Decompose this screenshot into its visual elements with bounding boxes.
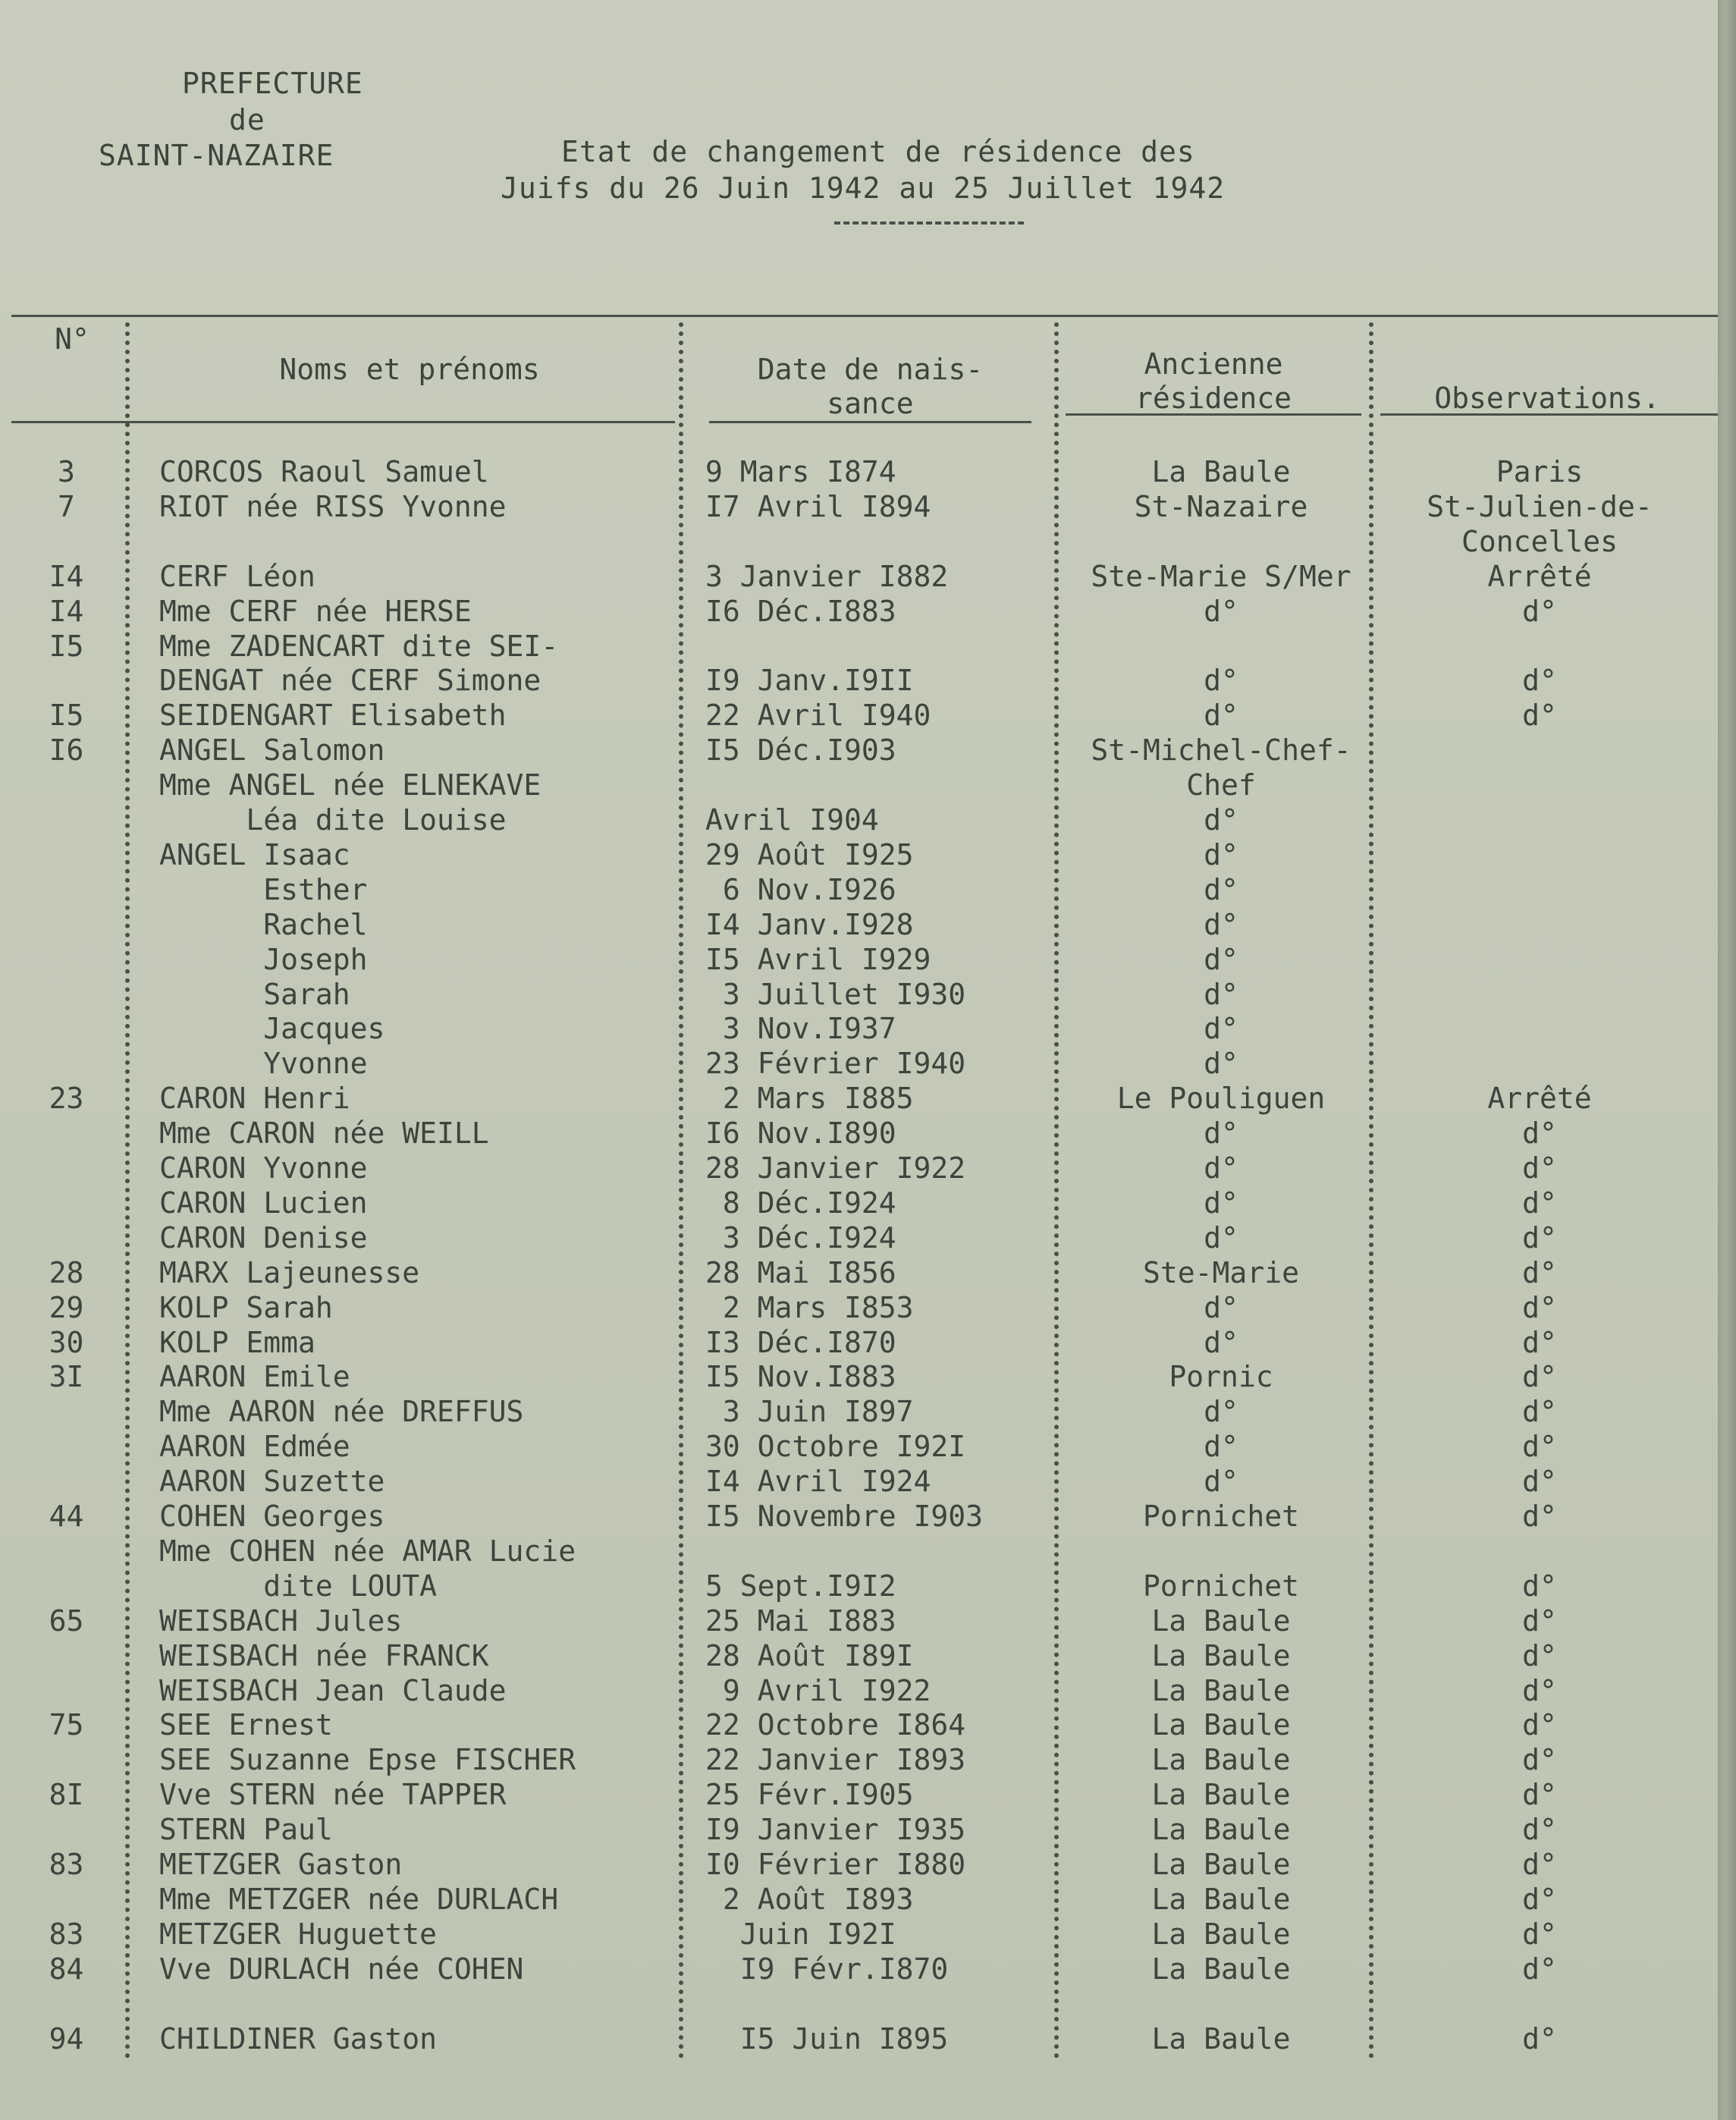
cell-old: Le Pouliguen [1116, 1082, 1326, 1116]
cell-old: d° [1204, 1430, 1238, 1464]
cell-old: Chef [1186, 768, 1256, 802]
cell-old: d° [1204, 942, 1238, 976]
cell-obs: Arrêté [1487, 1082, 1592, 1116]
cell-no: 7 [58, 489, 75, 523]
cell-old: La Baule [1151, 1708, 1291, 1742]
cell-date: I7 Avril I894 [705, 489, 931, 523]
cell-no: 23 [49, 1082, 84, 1116]
cell-date: 3 Juillet I930 [705, 977, 966, 1011]
cell-name: Mme ANGEL née ELNEKAVE [159, 768, 542, 802]
cell-obs: d° [1522, 1882, 1557, 1916]
title-underline [834, 221, 1024, 225]
cell-name: KOLP Emma [159, 1325, 315, 1359]
cell-name: ANGEL Isaac [159, 837, 350, 872]
cell-obs: d° [1522, 1395, 1557, 1429]
cell-date: 25 Mai I883 [705, 1603, 896, 1638]
cell-old: d° [1204, 1325, 1238, 1359]
cell-obs: d° [1522, 1325, 1557, 1359]
cell-name: Sarah [159, 977, 350, 1011]
cell-name: Joseph [159, 942, 368, 976]
cell-old: La Baule [1151, 455, 1291, 488]
cell-old: Pornichet [1143, 1500, 1299, 1533]
cell-obs: d° [1522, 1186, 1557, 1220]
table-row [0, 1883, 1718, 1916]
cell-old: La Baule [1151, 1638, 1291, 1672]
cell-date: I4 Avril I924 [705, 1465, 931, 1499]
cell-obs: d° [1522, 1430, 1557, 1464]
cell-date: 3 Juin I897 [705, 1395, 914, 1429]
cell-no: I4 [49, 559, 84, 593]
page-edge [1718, 0, 1736, 2120]
column-header-birth-1: Date de nais- [757, 353, 984, 386]
cell-name: RIOT née RISS Yvonne [159, 489, 507, 523]
cell-name: WEISBACH Jean Claude [159, 1673, 507, 1707]
cell-old: La Baule [1151, 1952, 1291, 1986]
cell-date: 2 Août I893 [705, 1882, 914, 1916]
cell-obs: d° [1522, 2021, 1557, 2056]
table-row [0, 1952, 1718, 1986]
cell-obs: d° [1522, 1290, 1557, 1324]
table-row [0, 803, 1718, 837]
table-row [0, 1987, 1718, 2021]
cell-old: d° [1204, 1117, 1238, 1151]
table-row [0, 768, 1718, 802]
cell-name: Mme CARON née WEILL [159, 1117, 489, 1151]
table-row [0, 1186, 1718, 1220]
table-row [0, 1430, 1718, 1463]
cell-date: 28 Mai I856 [705, 1255, 896, 1289]
cell-obs: d° [1522, 1255, 1557, 1289]
cell-old: Ste-Marie [1143, 1255, 1299, 1289]
cell-old: d° [1204, 907, 1238, 941]
table-row [0, 943, 1718, 976]
cell-name: Mme AARON née DREFFUS [159, 1395, 524, 1429]
cell-old: La Baule [1151, 1743, 1291, 1777]
column-header-observations: Observations. [1434, 382, 1660, 415]
cell-date: I5 Juin I895 [705, 2021, 949, 2056]
table-row [0, 1465, 1718, 1498]
cell-name: Rachel [159, 907, 368, 941]
cell-old: d° [1204, 872, 1238, 906]
cell-no: 3 [58, 455, 75, 488]
cell-old: d° [1204, 1012, 1238, 1046]
cell-date: 3 Janvier I882 [705, 559, 949, 593]
cell-old: d° [1204, 1186, 1238, 1220]
cell-old: Ste-Marie S/Mer [1091, 559, 1351, 593]
cell-old: Pornichet [1143, 1569, 1299, 1603]
cell-name: MARX Lajeunesse [159, 1255, 420, 1289]
table-row [0, 1639, 1718, 1672]
cell-obs: d° [1522, 1952, 1557, 1986]
cell-obs: d° [1522, 699, 1557, 733]
table-row [0, 1012, 1718, 1045]
cell-obs: d° [1522, 1743, 1557, 1777]
cell-old: d° [1204, 837, 1238, 872]
cell-obs: d° [1522, 1569, 1557, 1603]
cell-obs: Arrêté [1487, 559, 1592, 593]
cell-obs: d° [1522, 594, 1557, 628]
cell-name: SEE Ernest [159, 1708, 333, 1742]
cell-date: 30 Octobre I92I [705, 1430, 966, 1464]
table-row [0, 1569, 1718, 1603]
cell-date: I9 Févr.I870 [705, 1952, 949, 1986]
column-header-no: N° [55, 322, 89, 356]
cell-old: d° [1204, 699, 1238, 733]
cell-obs: d° [1522, 1151, 1557, 1185]
cell-no: 75 [49, 1708, 84, 1742]
cell-date: Juin I92I [705, 1917, 896, 1951]
cell-obs: d° [1522, 1220, 1557, 1255]
column-header-old-1: Ancienne [1144, 347, 1283, 381]
cell-old: St-Michel-Chef- [1091, 733, 1351, 768]
cell-old: La Baule [1151, 1673, 1291, 1707]
cell-no: 94 [49, 2021, 84, 2056]
cell-name: CERF Léon [159, 559, 315, 593]
cell-name: WEISBACH Jules [159, 1603, 403, 1638]
cell-no: I6 [49, 733, 84, 768]
cell-name: Mme METZGER née DURLACH [159, 1882, 559, 1916]
table-row [0, 978, 1718, 1011]
cell-old: d° [1204, 1151, 1238, 1185]
title-line-1: Etat de changement de résidence des [561, 135, 1195, 168]
cell-obs: d° [1522, 1638, 1557, 1672]
table-row [0, 1047, 1718, 1080]
table-row [0, 1848, 1718, 1881]
table-top-rule [11, 315, 1718, 317]
cell-name: CARON Denise [159, 1220, 368, 1255]
cell-name: CORCOS Raoul Samuel [159, 455, 489, 488]
cell-date: 28 Août I89I [705, 1638, 914, 1672]
cell-date: 9 Avril I922 [705, 1673, 931, 1707]
cell-date: 3 Déc.I924 [705, 1220, 896, 1255]
cell-date: I3 Déc.I870 [705, 1325, 896, 1359]
table-row [0, 1778, 1718, 1811]
table-row [0, 1813, 1718, 1846]
cell-old: d° [1204, 803, 1238, 837]
cell-old: La Baule [1151, 2021, 1291, 2056]
table-row [0, 1604, 1718, 1638]
cell-no: I5 [49, 629, 84, 663]
cell-name: Jacques [159, 1012, 385, 1046]
cell-no: 83 [49, 1917, 84, 1951]
cell-name: Mme CERF née HERSE [159, 594, 472, 628]
cell-name: AARON Emile [159, 1360, 350, 1394]
table-row [0, 1291, 1718, 1324]
cell-date: 2 Mars I853 [705, 1290, 914, 1324]
cell-obs: d° [1522, 1813, 1557, 1847]
cell-name: Léa dite Louise [159, 803, 507, 837]
title-line-2: Juifs du 26 Juin 1942 au 25 Juillet 1942 [501, 171, 1226, 205]
cell-date: 3 Nov.I937 [705, 1012, 896, 1046]
cell-name: COHEN Georges [159, 1500, 385, 1533]
table-row [0, 733, 1718, 767]
office-line-1: PREFECTURE [182, 67, 363, 100]
cell-name: DENGAT née CERF Simone [159, 664, 542, 698]
table-row [0, 699, 1718, 732]
cell-no: 65 [49, 1603, 84, 1638]
office-line-3: SAINT-NAZAIRE [99, 139, 334, 172]
cell-obs: Paris [1496, 455, 1584, 488]
table-row [0, 1674, 1718, 1707]
cell-date: I0 Février I880 [705, 1848, 966, 1881]
table-row [0, 630, 1718, 663]
table-row [0, 490, 1718, 523]
column-header-old-2: résidence [1135, 382, 1292, 415]
cell-name: METZGER Gaston [159, 1848, 403, 1881]
cell-date: I4 Janv.I928 [705, 907, 914, 941]
cell-name: Yvonne [159, 1047, 368, 1081]
table-row [0, 560, 1718, 593]
cell-date: 22 Octobre I864 [705, 1708, 966, 1742]
table-row [0, 1117, 1718, 1150]
cell-name: STERN Paul [159, 1813, 333, 1847]
cell-name: Mme COHEN née AMAR Lucie [159, 1534, 576, 1568]
cell-old: d° [1204, 1465, 1238, 1499]
cell-obs: d° [1522, 1603, 1557, 1638]
cell-old: La Baule [1151, 1917, 1291, 1951]
cell-name: Vve DURLACH née COHEN [159, 1952, 524, 1986]
cell-date: I5 Novembre I903 [705, 1500, 984, 1533]
table-row [0, 873, 1718, 906]
table-row [0, 1500, 1718, 1533]
cell-date: 9 Mars I874 [705, 455, 896, 488]
cell-name: CHILDINER Gaston [159, 2021, 438, 2056]
cell-old: Pornic [1169, 1360, 1273, 1394]
cell-name: Esther [159, 872, 368, 906]
cell-date: 22 Avril I940 [705, 699, 931, 733]
table-row [0, 1326, 1718, 1359]
cell-date: 6 Nov.I926 [705, 872, 896, 906]
cell-name: KOLP Sarah [159, 1290, 333, 1324]
table-row [0, 1743, 1718, 1776]
table-row [0, 525, 1718, 558]
cell-obs: d° [1522, 1673, 1557, 1707]
cell-name: WEISBACH née FRANCK [159, 1638, 489, 1672]
table-row [0, 1151, 1718, 1185]
cell-old: La Baule [1151, 1778, 1291, 1812]
cell-old: d° [1204, 1395, 1238, 1429]
table-row [0, 1917, 1718, 1951]
table-row [0, 908, 1718, 941]
column-header-names: Noms et prénoms [279, 353, 540, 386]
cell-date: I6 Nov.I890 [705, 1117, 896, 1151]
cell-obs: d° [1522, 1708, 1557, 1742]
table-row [0, 455, 1718, 488]
cell-date: I9 Janvier I935 [705, 1813, 966, 1847]
cell-obs: d° [1522, 1917, 1557, 1951]
cell-date: 8 Déc.I924 [705, 1186, 896, 1220]
table-row [0, 595, 1718, 628]
cell-obs: d° [1522, 1117, 1557, 1151]
office-line-2: de [229, 103, 265, 137]
column-header-birth-2: sance [827, 387, 914, 420]
cell-date: 28 Janvier I922 [705, 1151, 966, 1185]
cell-date: 5 Sept.I9I2 [705, 1569, 896, 1603]
cell-name: AARON Edmée [159, 1430, 350, 1464]
cell-name: ANGEL Salomon [159, 733, 385, 768]
cell-obs: d° [1522, 1500, 1557, 1533]
cell-name: METZGER Huguette [159, 1917, 438, 1951]
cell-no: 30 [49, 1325, 84, 1359]
table-row [0, 1082, 1718, 1115]
cell-date: I5 Nov.I883 [705, 1360, 896, 1394]
cell-name: Mme ZADENCART dite SEI- [159, 629, 559, 663]
cell-obs: Concelles [1461, 524, 1618, 558]
header-rule-names [11, 421, 675, 423]
cell-old: d° [1204, 664, 1238, 698]
cell-name: CARON Lucien [159, 1186, 368, 1220]
cell-old: d° [1204, 1047, 1238, 1081]
table-row [0, 1360, 1718, 1393]
cell-date: Avril I904 [705, 803, 879, 837]
cell-obs: St-Julien-de- [1427, 489, 1653, 523]
table-row [0, 664, 1718, 697]
cell-old: d° [1204, 977, 1238, 1011]
cell-date: 22 Janvier I893 [705, 1743, 966, 1777]
cell-name: CARON Henri [159, 1082, 350, 1116]
cell-name: dite LOUTA [159, 1569, 438, 1603]
table-row [0, 1395, 1718, 1428]
cell-date: I5 Avril I929 [705, 942, 931, 976]
table-row [0, 1708, 1718, 1742]
cell-name: AARON Suzette [159, 1465, 385, 1499]
cell-no: 83 [49, 1848, 84, 1881]
cell-obs: d° [1522, 1360, 1557, 1394]
cell-obs: d° [1522, 1848, 1557, 1881]
cell-name: CARON Yvonne [159, 1151, 368, 1185]
cell-name: SEIDENGART Elisabeth [159, 699, 507, 733]
table-row [0, 1534, 1718, 1568]
cell-old: d° [1204, 1290, 1238, 1324]
cell-date: 2 Mars I885 [705, 1082, 914, 1116]
cell-date: 29 Août I925 [705, 837, 914, 872]
table-row [0, 838, 1718, 872]
cell-old: La Baule [1151, 1882, 1291, 1916]
cell-date: I5 Déc.I903 [705, 733, 896, 768]
cell-no: 84 [49, 1952, 84, 1986]
cell-old: La Baule [1151, 1603, 1291, 1638]
cell-no: 3I [49, 1360, 84, 1394]
cell-date: I6 Déc.I883 [705, 594, 896, 628]
cell-date: I9 Janv.I9II [705, 664, 914, 698]
cell-no: 28 [49, 1255, 84, 1289]
cell-old: d° [1204, 1220, 1238, 1255]
cell-date: 25 Févr.I905 [705, 1778, 914, 1812]
cell-no: 44 [49, 1500, 84, 1533]
cell-name: SEE Suzanne Epse FISCHER [159, 1743, 576, 1777]
cell-name: Vve STERN née TAPPER [159, 1778, 507, 1812]
cell-old: La Baule [1151, 1848, 1291, 1881]
cell-obs: d° [1522, 1465, 1557, 1499]
cell-old: La Baule [1151, 1813, 1291, 1847]
cell-obs: d° [1522, 1778, 1557, 1812]
table-row [0, 2022, 1718, 2056]
cell-no: I5 [49, 699, 84, 733]
cell-old: St-Nazaire [1134, 489, 1308, 523]
cell-obs: d° [1522, 664, 1557, 698]
table-row [0, 1221, 1718, 1255]
cell-date: 23 Février I940 [705, 1047, 966, 1081]
cell-no: 8I [49, 1778, 84, 1812]
cell-old: d° [1204, 594, 1238, 628]
cell-no: I4 [49, 594, 84, 628]
table-row [0, 1256, 1718, 1289]
header-rule-birth [709, 421, 1031, 423]
cell-no: 29 [49, 1290, 84, 1324]
